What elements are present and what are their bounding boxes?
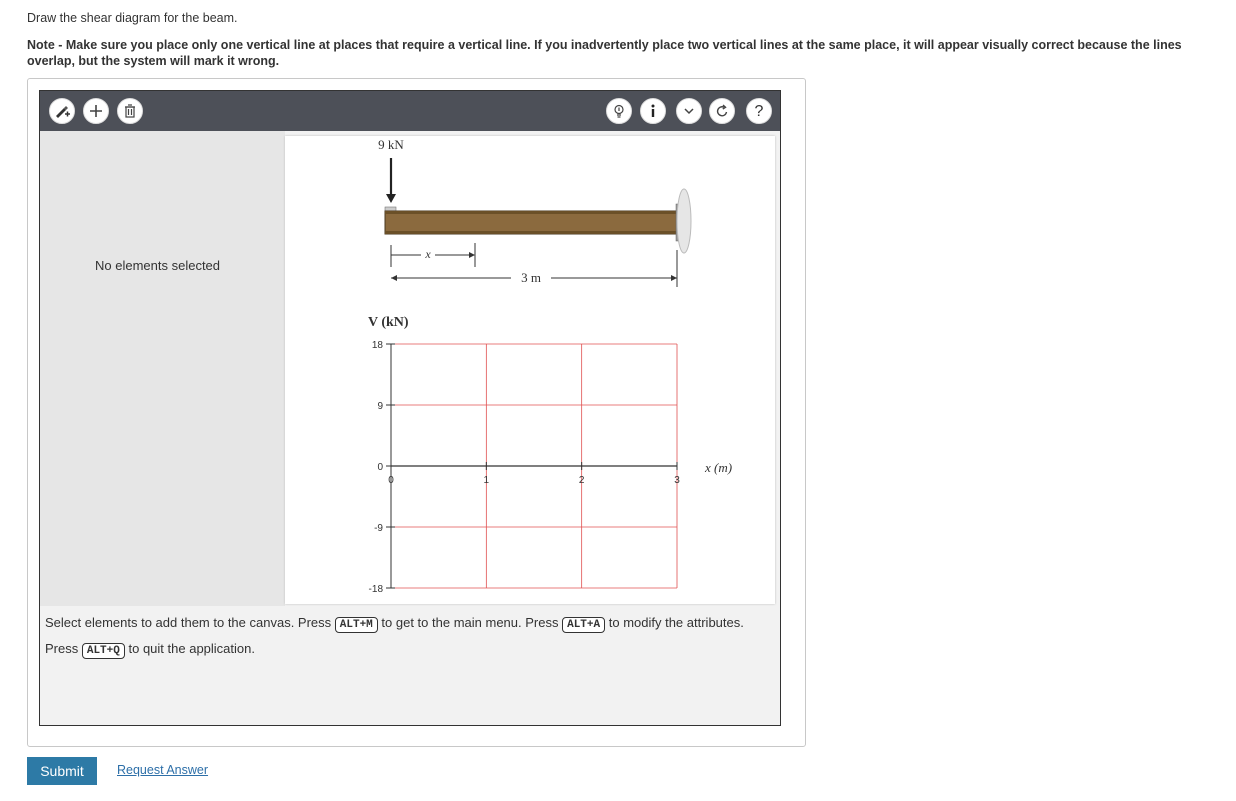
x-label: x	[425, 247, 431, 261]
chevron-down-icon	[683, 105, 695, 117]
length-dimension-left-arrowhead	[391, 275, 397, 281]
delete-button[interactable]	[117, 98, 143, 124]
instructions	[45, 611, 765, 663]
instructions-text-1: Select elements to add them to the canvas. Press	[45, 615, 332, 630]
question-note: Note - Make sure you place only one vertical line at places that require a vertical line. If you inadvertently place two vertical lines at the same place, it will appear visually correct because the lines overlap, but the system will mark it wrong.	[27, 38, 1182, 68]
svg-text:?: ?	[754, 103, 764, 120]
x-tick-label: 3	[674, 475, 680, 486]
question-prompt: Draw the shear diagram for the beam.	[27, 11, 238, 25]
beam	[385, 211, 677, 234]
attributes-panel	[40, 131, 285, 606]
load-label: 9 kN	[378, 137, 404, 152]
wall-support	[677, 189, 691, 253]
beam-top-flange	[385, 211, 677, 214]
quit-shortcut: ALT+Q	[82, 643, 125, 659]
request-answer-link[interactable]: Request Answer	[117, 763, 209, 777]
x-dimension-arrowhead	[469, 252, 475, 258]
drawing-app	[39, 90, 781, 726]
y-tick-label: -9	[374, 523, 383, 534]
instructions-text-3: to modify the attributes. Press	[45, 615, 744, 656]
reset-icon	[714, 103, 730, 119]
v-axis-label: V (kN)	[368, 315, 409, 330]
length-label: 3 m	[521, 270, 541, 285]
x-tick-label: 0	[388, 475, 394, 486]
instructions-text-4: to quit the application.	[128, 641, 255, 656]
beam-bottom-flange	[385, 231, 677, 234]
add-element-icon	[53, 102, 71, 120]
selection-status: No elements selected	[95, 258, 221, 273]
add-button[interactable]	[83, 98, 109, 124]
shear-grid[interactable]	[386, 344, 677, 588]
load-arrow-head	[386, 194, 396, 203]
help-icon	[750, 102, 768, 120]
help-button[interactable]	[746, 98, 772, 124]
main-menu-shortcut: ALT+M	[335, 617, 378, 633]
y-tick-label: 18	[371, 340, 383, 351]
x-tick-labels	[388, 475, 680, 486]
x-tick-label: 1	[483, 475, 490, 486]
y-tick-label: 9	[377, 401, 383, 412]
trash-icon	[122, 103, 138, 119]
plus-icon	[88, 103, 104, 119]
hint-icon	[611, 103, 627, 119]
x-tick-label: 2	[578, 475, 585, 486]
hint-button[interactable]	[606, 98, 632, 124]
info-icon	[645, 103, 661, 119]
y-tick-labels	[369, 340, 384, 595]
reset-button[interactable]	[709, 98, 735, 124]
length-dimension-right-arrowhead	[671, 275, 677, 281]
toolbar	[40, 91, 780, 131]
drawing-canvas[interactable]	[285, 136, 775, 604]
x-axis-label: x (m)	[705, 460, 733, 475]
beam-cap	[385, 207, 396, 211]
submit-button[interactable]: Submit	[27, 757, 97, 785]
modify-attributes-shortcut: ALT+A	[562, 617, 605, 633]
y-tick-label: -18	[368, 584, 383, 595]
add-element-button[interactable]	[49, 98, 75, 124]
info-button[interactable]	[640, 98, 666, 124]
instructions-text-2: to get to the main menu. Press	[381, 615, 559, 630]
y-tick-label: 0	[377, 462, 383, 473]
options-dropdown[interactable]	[676, 98, 702, 124]
